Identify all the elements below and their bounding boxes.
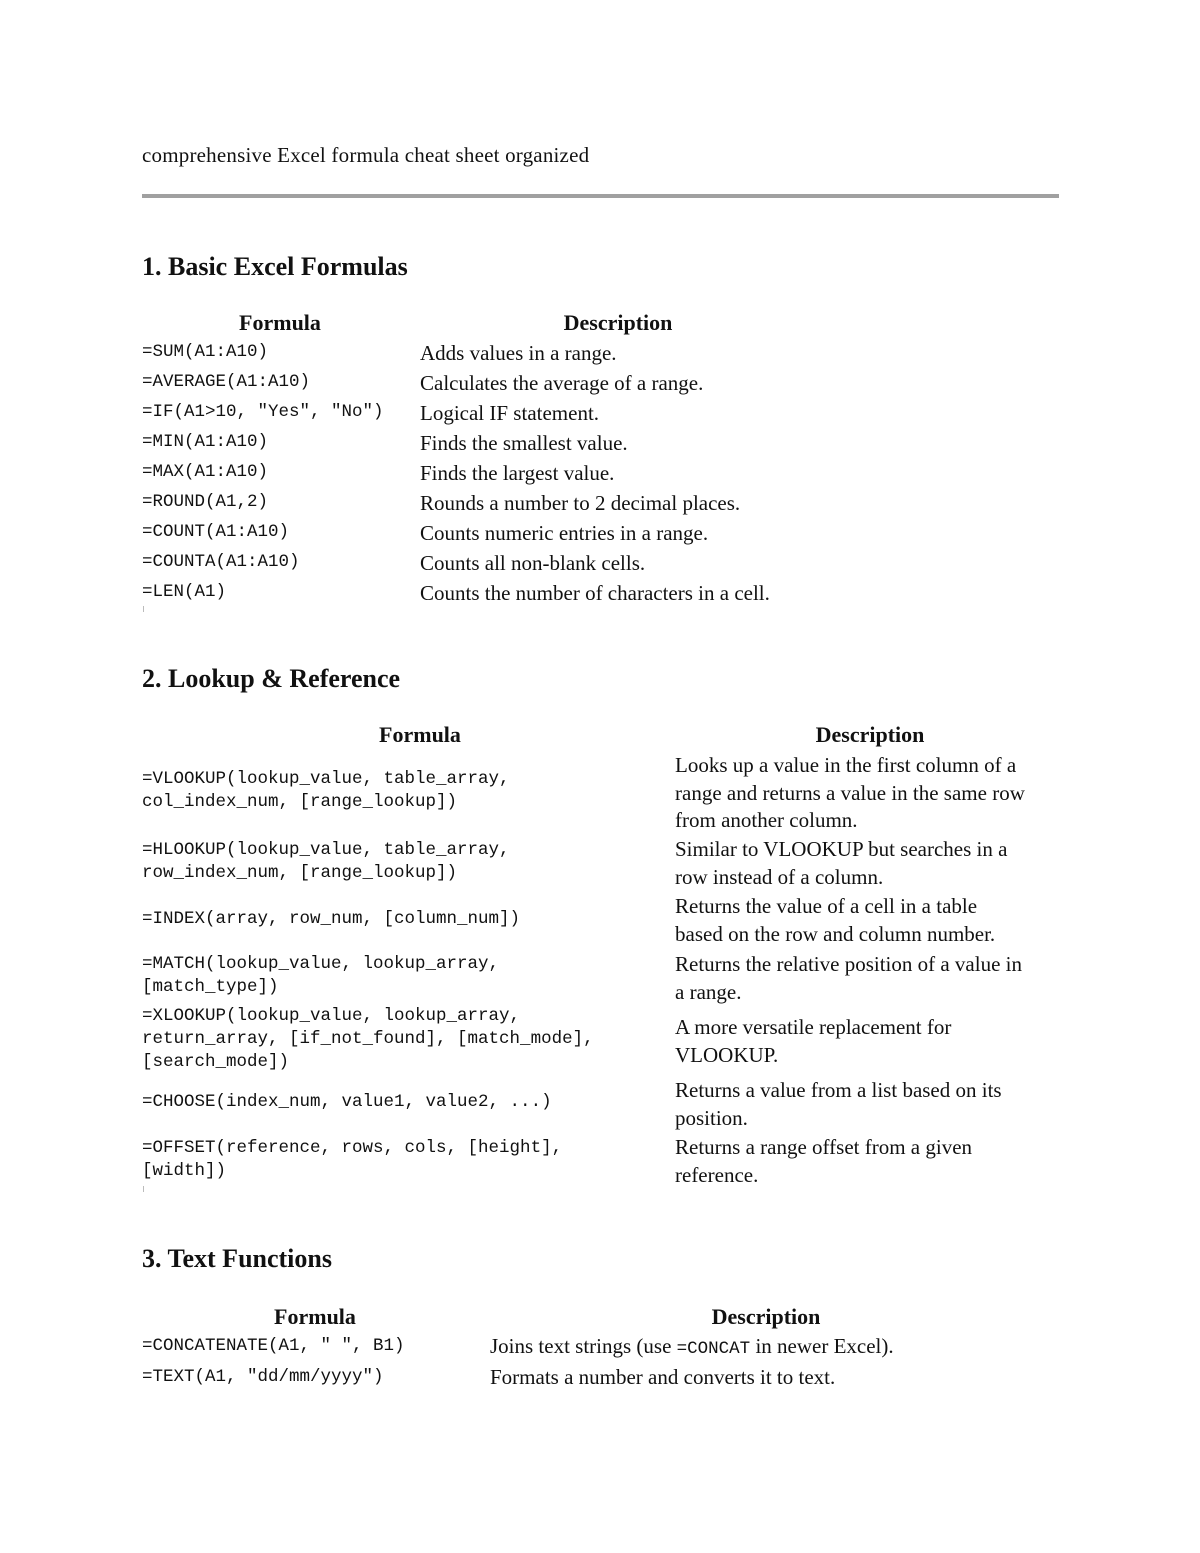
intro-text: comprehensive Excel formula cheat sheet organized	[142, 143, 590, 167]
description-text: in newer Excel).	[750, 1334, 894, 1358]
table-end-marker	[143, 1186, 144, 1192]
formula-cell: =LEN(A1)	[142, 582, 227, 602]
section-heading-basic: 1. Basic Excel Formulas	[142, 252, 408, 281]
formula-cell: =MAX(A1:A10)	[142, 462, 269, 482]
column-header-formula: Formula	[239, 310, 321, 335]
column-header-formula: Formula	[379, 722, 461, 747]
section-heading-text: 3. Text Functions	[142, 1244, 332, 1273]
description-cell: Adds values in a range.	[420, 341, 617, 365]
formula-cell: =CHOOSE(index_num, value1, value2, ...)	[142, 1092, 552, 1112]
description-cell: Counts the number of characters in a cell.	[420, 581, 770, 605]
formula-cell: =MIN(A1:A10)	[142, 432, 269, 452]
formula-cell: =CONCATENATE(A1, " ", B1)	[142, 1336, 405, 1356]
inline-code: =CONCAT	[676, 1339, 751, 1359]
description-cell: Returns a range offset from a given reference.	[675, 1135, 973, 1187]
column-header-description: Description	[815, 722, 925, 747]
description-cell: Calculates the average of a range.	[420, 371, 704, 395]
formula-cell: =MATCH(lookup_value, lookup_array, [match_type])	[142, 954, 500, 997]
formula-cell: =VLOOKUP(lookup_value, table_array, col_index_num, [range_lookup])	[142, 769, 510, 812]
formula-cell: =HLOOKUP(lookup_value, table_array, row_index_num, [range_lookup])	[142, 840, 510, 883]
column-header-formula: Formula	[274, 1304, 356, 1329]
horizontal-divider	[142, 194, 1059, 198]
description-cell: Rounds a number to 2 decimal places.	[420, 491, 741, 515]
section-heading-lookup: 2. Lookup & Reference	[142, 664, 401, 693]
formula-cell: =XLOOKUP(lookup_value, lookup_array, return_array, [if_not_found], [match_mode], [search_mode])	[142, 1006, 594, 1072]
description-cell: Similar to VLOOKUP but searches in a row instead of a column.	[675, 837, 1008, 889]
description-cell: Finds the largest value.	[420, 461, 615, 485]
description-cell: Returns a value from a list based on its position.	[675, 1078, 1002, 1130]
formula-cell: =TEXT(A1, "dd/mm/yyyy")	[142, 1367, 384, 1387]
column-header-description: Description	[711, 1304, 821, 1329]
description-cell	[490, 1333, 894, 1364]
formula-cell: =INDEX(array, row_num, [column_num])	[142, 909, 521, 929]
description-cell: Looks up a value in the first column of a range and returns a value in the same row from another column.	[675, 753, 1025, 832]
description-cell: Returns the value of a cell in a table based on the row and column number.	[675, 894, 996, 946]
description-cell: Counts numeric entries in a range.	[420, 521, 709, 545]
description-cell: Logical IF statement.	[420, 401, 600, 425]
description-cell: Counts all non-blank cells.	[420, 551, 646, 575]
formula-cell: =COUNTA(A1:A10)	[142, 552, 300, 572]
table-end-marker	[143, 606, 144, 612]
formula-cell: =AVERAGE(A1:A10)	[142, 372, 311, 392]
description-cell: Formats a number and converts it to text.	[490, 1365, 836, 1389]
formula-cell: =ROUND(A1,2)	[142, 492, 269, 512]
formula-cell: =OFFSET(reference, rows, cols, [height], [width])	[142, 1138, 563, 1181]
description-cell: Finds the smallest value.	[420, 431, 628, 455]
formula-cell: =IF(A1>10, "Yes", "No")	[142, 402, 384, 422]
description-text: Joins text strings (use	[490, 1334, 677, 1358]
description-cell: A more versatile replacement for VLOOKUP.	[675, 1015, 952, 1067]
column-header-description: Description	[563, 310, 673, 335]
formula-cell: =SUM(A1:A10)	[142, 342, 269, 362]
description-cell: Returns the relative position of a value in a range.	[675, 952, 1022, 1004]
formula-cell: =COUNT(A1:A10)	[142, 522, 290, 542]
